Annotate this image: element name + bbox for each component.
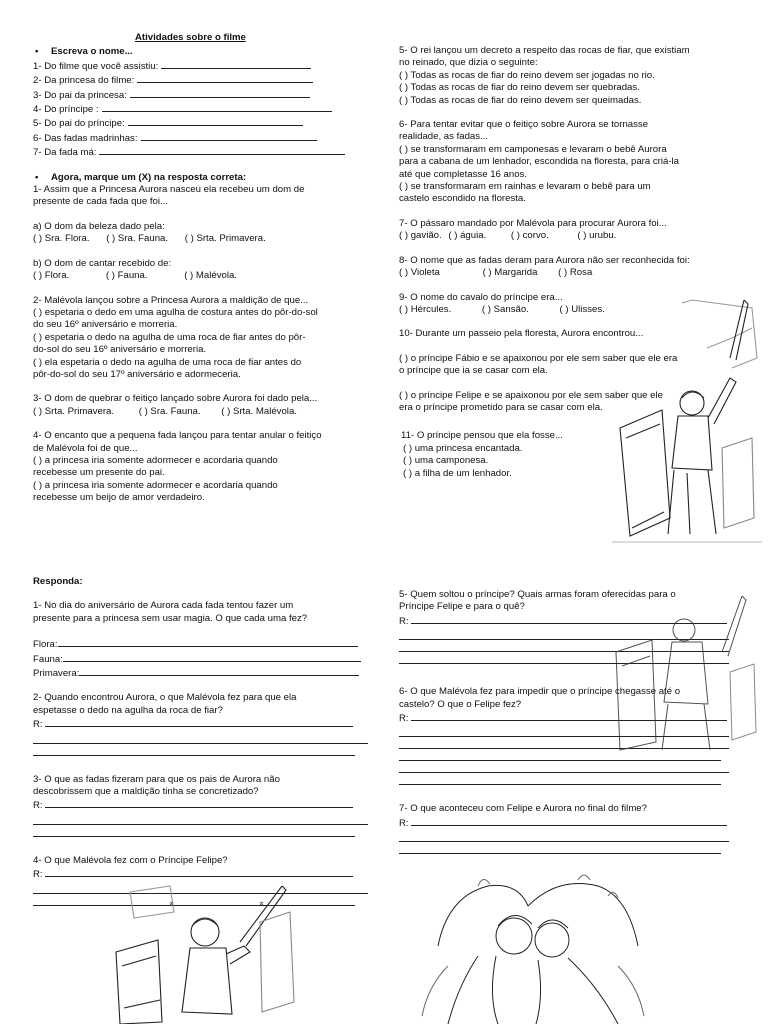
option[interactable]: ( ) Fauna.	[105, 270, 148, 282]
option[interactable]: ( ) águia.	[448, 230, 487, 242]
fairy-label: Flora:	[33, 639, 58, 651]
fairy-answer-line[interactable]	[33, 652, 368, 666]
answer-line[interactable]	[33, 732, 368, 744]
question-1a: a) O dom da beleza dado pela:	[33, 220, 165, 232]
answer-label: R:	[399, 615, 409, 627]
name-field[interactable]	[33, 131, 368, 145]
answer-line[interactable]	[33, 798, 368, 812]
question-line: 6- O que Malévola fez para impedir que o príncipe chegasse até o	[399, 686, 681, 698]
answer-line[interactable]	[33, 744, 355, 756]
fill-line[interactable]	[99, 145, 345, 155]
answer-line[interactable]	[399, 773, 721, 785]
name-field-label: 7- Da fada má:	[33, 147, 97, 159]
fill-line[interactable]	[128, 116, 303, 126]
fairy-answers	[33, 637, 368, 680]
option-line: ( ) o príncipe Fábio e se apaixonou por ele sem saber que ele era	[399, 352, 678, 364]
option[interactable]: ( ) corvo.	[510, 230, 549, 242]
question-6	[399, 119, 735, 206]
option-line: o príncipe que ia se casar com ela.	[399, 365, 548, 377]
text-line: 5- O rei lançou um decreto a respeito das rocas de fiar, que existiam	[399, 45, 690, 56]
option[interactable]: ( ) Srta. Primavera.	[184, 233, 266, 245]
answer-line[interactable]	[33, 825, 355, 837]
question-4	[33, 430, 368, 504]
question-line: Príncipe Felipe e para o quê?	[399, 601, 525, 613]
answer-line[interactable]	[33, 717, 368, 731]
option[interactable]: ( ) Srta. Primavera.	[33, 405, 115, 417]
text-line: de Malévola foi de que...	[33, 442, 138, 454]
answer-line[interactable]	[399, 761, 729, 773]
answer-line[interactable]	[33, 867, 368, 881]
text-line: ( ) se transformaram em camponesas e levaram o bebê Aurora	[399, 143, 667, 155]
option[interactable]: ( ) Flora.	[33, 270, 70, 282]
option[interactable]: ( ) Ulisses.	[559, 303, 605, 315]
option[interactable]: ( ) Violeta	[399, 267, 440, 279]
question-1-line: presente de cada fada que foi...	[33, 196, 168, 208]
answer-question-3	[33, 774, 368, 837]
option-line: ( ) o príncipe Felipe e se apaixonou por ele sem saber que ele	[399, 389, 663, 401]
question-line: castelo? O que o Felipe fez?	[399, 698, 522, 710]
option[interactable]: ( ) Margarida	[482, 267, 538, 279]
question-5	[399, 45, 735, 107]
question-8-options	[399, 267, 735, 279]
fill-line[interactable]	[130, 88, 310, 98]
prince-background-illustration-icon	[612, 592, 757, 752]
answer-label: R:	[399, 817, 409, 829]
option[interactable]: ( ) Sra. Flora.	[33, 233, 90, 245]
answer-label: R:	[33, 719, 43, 731]
text-line: pôr-do-sol do seu 17º aniversário e adormeceria.	[33, 368, 241, 380]
text-line: ( ) Todas as rocas de fiar do reino devem ser jogadas no rio.	[399, 69, 655, 81]
fill-line[interactable]	[102, 102, 332, 112]
names-list	[33, 59, 368, 160]
question-7: 7- O pássaro mandado por Malévola para procurar Aurora foi...	[399, 217, 667, 229]
option[interactable]: ( ) Sra. Fauna.	[106, 233, 169, 245]
text-line: castelo escondido na floresta.	[399, 193, 526, 205]
fill-line[interactable]	[58, 637, 358, 647]
question-line: 3- O que as fadas fizeram para que os pais de Aurora não	[33, 773, 280, 785]
answer-label: R:	[399, 713, 409, 725]
text-line: recebesse um beijo de amor verdadeiro.	[33, 492, 205, 504]
name-field[interactable]	[33, 145, 368, 159]
option-line: era o príncipe prometido para se casar com ela.	[399, 401, 603, 413]
fill-line[interactable]	[141, 131, 317, 141]
option[interactable]: ( ) Sansão.	[481, 303, 529, 315]
fairy-answer-line[interactable]	[33, 637, 368, 651]
question-9: 9- O nome do cavalo do príncipe era...	[399, 291, 563, 303]
question-7-options	[399, 230, 735, 242]
text-line: ( ) espetaria o dedo em uma agulha de costura antes do pôr-do-sol	[33, 306, 318, 318]
option[interactable]: ( ) Sra. Fauna.	[138, 405, 201, 417]
section-write-names-heading: • Escreva o nome...	[33, 46, 368, 58]
text-line: ( ) ela espetaria o dedo na agulha de uma roca de fiar antes do	[33, 356, 302, 368]
text-line: 4- O encanto que a pequena fada lançou para tentar anular o feitiço	[33, 430, 322, 442]
question-line: 1- No dia do aniversário de Aurora cada fada tentou fazer um	[33, 600, 294, 612]
text-line: ( ) a princesa iria somente adormecer e acordaria quando	[33, 479, 278, 491]
answer-label: R:	[33, 869, 43, 881]
answer-question-1	[33, 600, 368, 625]
sheet2-heading: Responda:	[33, 576, 83, 587]
name-field[interactable]	[33, 102, 368, 116]
question-1b-options	[33, 270, 368, 282]
sheet2-left-column	[33, 576, 368, 906]
option[interactable]: ( ) uma camponesa.	[403, 455, 489, 467]
prince-aurora-kiss-illustration-icon	[418, 866, 648, 1024]
prince-sword-illustration-icon	[110, 882, 300, 1024]
answer-question-7	[399, 803, 735, 854]
question-line: 5- Quem soltou o príncipe? Quais armas foram oferecidas para o	[399, 589, 676, 600]
question-2	[33, 295, 368, 382]
text-line: para a cabana de um lenhador, escondida na floresta, para criá-la	[399, 156, 679, 168]
name-field[interactable]	[33, 116, 368, 130]
question-1	[33, 184, 368, 209]
answer-line[interactable]	[399, 830, 729, 842]
question-10: 10- Durante um passeio pela floresta, Aurora encontrou...	[399, 328, 644, 340]
text-line: ( ) a princesa iria somente adormecer e acordaria quando	[33, 454, 278, 466]
option[interactable]: ( ) a filha de um lenhador.	[403, 467, 512, 479]
fill-line[interactable]	[161, 59, 311, 69]
option[interactable]: ( ) Srta. Malévola.	[221, 405, 297, 417]
name-field[interactable]	[33, 88, 368, 102]
question-1a-options	[33, 233, 368, 245]
question-line: 7- O que aconteceu com Felipe e Aurora no final do filme?	[399, 803, 647, 815]
question-3: 3- O dom de quebrar o feitiço lançado sobre Aurora foi dado pela...	[33, 393, 318, 405]
fairy-label: Fauna:	[33, 653, 63, 665]
fill-line[interactable]	[137, 73, 313, 83]
fill-line[interactable]	[79, 666, 359, 676]
text-line: 6- Para tentar evitar que o feitiço sobre Aurora se tornasse	[399, 119, 649, 131]
text-line: recebesse um presente do pai.	[33, 467, 165, 479]
text-line: no reinado, que dizia o seguinte:	[399, 57, 538, 69]
question-11: 11- O príncipe pensou que ela fosse...	[401, 430, 563, 442]
text-line: realidade, as fadas...	[399, 131, 489, 143]
text-line: ( ) espetaria o dedo na agulha de uma roca de fiar antes do pôr-	[33, 331, 306, 343]
name-field[interactable]	[33, 73, 368, 87]
text-line: do seu 16º aniversário e morreria.	[33, 319, 178, 331]
question-line: 4- O que Malévola fez com o Príncipe Felipe?	[33, 854, 228, 866]
answer-line[interactable]	[33, 813, 368, 825]
question-1-line: 1- Assim que a Princesa Aurora nasceu ela recebeu um dom de	[33, 184, 305, 196]
option[interactable]: ( ) Malévola.	[184, 270, 237, 282]
text-line: ( ) Todas as rocas de fiar do reino devem ser quebradas.	[399, 82, 640, 94]
fairy-answer-line[interactable]	[33, 666, 368, 680]
name-field-label: 4- Do príncipe :	[33, 104, 99, 116]
name-field-label: 6- Das fadas madrinhas:	[33, 132, 138, 144]
name-field[interactable]	[33, 59, 368, 73]
question-1b: b) O dom de cantar recebido de:	[33, 257, 172, 269]
option[interactable]: ( ) gavião.	[399, 230, 442, 242]
option[interactable]: ( ) Rosa	[558, 267, 593, 279]
text-line: ( ) Todas as rocas de fiar do reino devem ser queimadas.	[399, 94, 642, 106]
text-line: ( ) se transformaram em rainhas e levaram o bebê para um	[399, 181, 651, 193]
question-line: presente para a princesa sem usar magia. O que cada uma fez?	[33, 612, 308, 624]
question-line: descobrissem que a maldição tinha se concretizado?	[33, 786, 259, 798]
question-8: 8- O nome que as fadas deram para Aurora não ser reconhecida foi:	[399, 254, 690, 266]
question-line: espetasse o dedo na agulha da roca de fiar?	[33, 704, 223, 716]
text-line: 2- Malévola lançou sobre a Princesa Aurora a maldição de que...	[33, 294, 309, 306]
text-line: do-sol do seu 16º aniversário e morreria.	[33, 344, 207, 356]
prince-illustration-icon	[612, 298, 762, 543]
option[interactable]: ( ) uma princesa encantada.	[403, 442, 523, 454]
option[interactable]: ( ) urubu.	[577, 230, 617, 242]
answer-line[interactable]	[399, 816, 735, 830]
question-3-options	[33, 406, 368, 418]
sheet1-title: Atividades sobre o filme	[135, 32, 246, 43]
name-field-label: 1- Do filme que você assistiu:	[33, 60, 159, 72]
answer-label: R:	[33, 800, 43, 812]
name-field-label: 3- Do pai da princesa:	[33, 89, 127, 101]
answer-question-2	[33, 692, 368, 755]
answer-line[interactable]	[399, 842, 721, 854]
question-line: 2- Quando encontrou Aurora, o que Malévola fez para que ela	[33, 692, 297, 704]
name-field-label: 2- Da princesa do filme:	[33, 75, 135, 87]
sheet1-left-column	[33, 32, 368, 505]
fill-line[interactable]	[63, 652, 361, 662]
name-field-label: 5- Do pai do príncipe:	[33, 118, 125, 130]
option[interactable]: ( ) Hércules.	[399, 303, 452, 315]
text-line: até que completasse 16 anos.	[399, 168, 528, 180]
section-mark-x-heading: • Agora, marque um (X) na resposta correta:	[33, 172, 368, 184]
fairy-label: Primavera:	[33, 668, 80, 680]
